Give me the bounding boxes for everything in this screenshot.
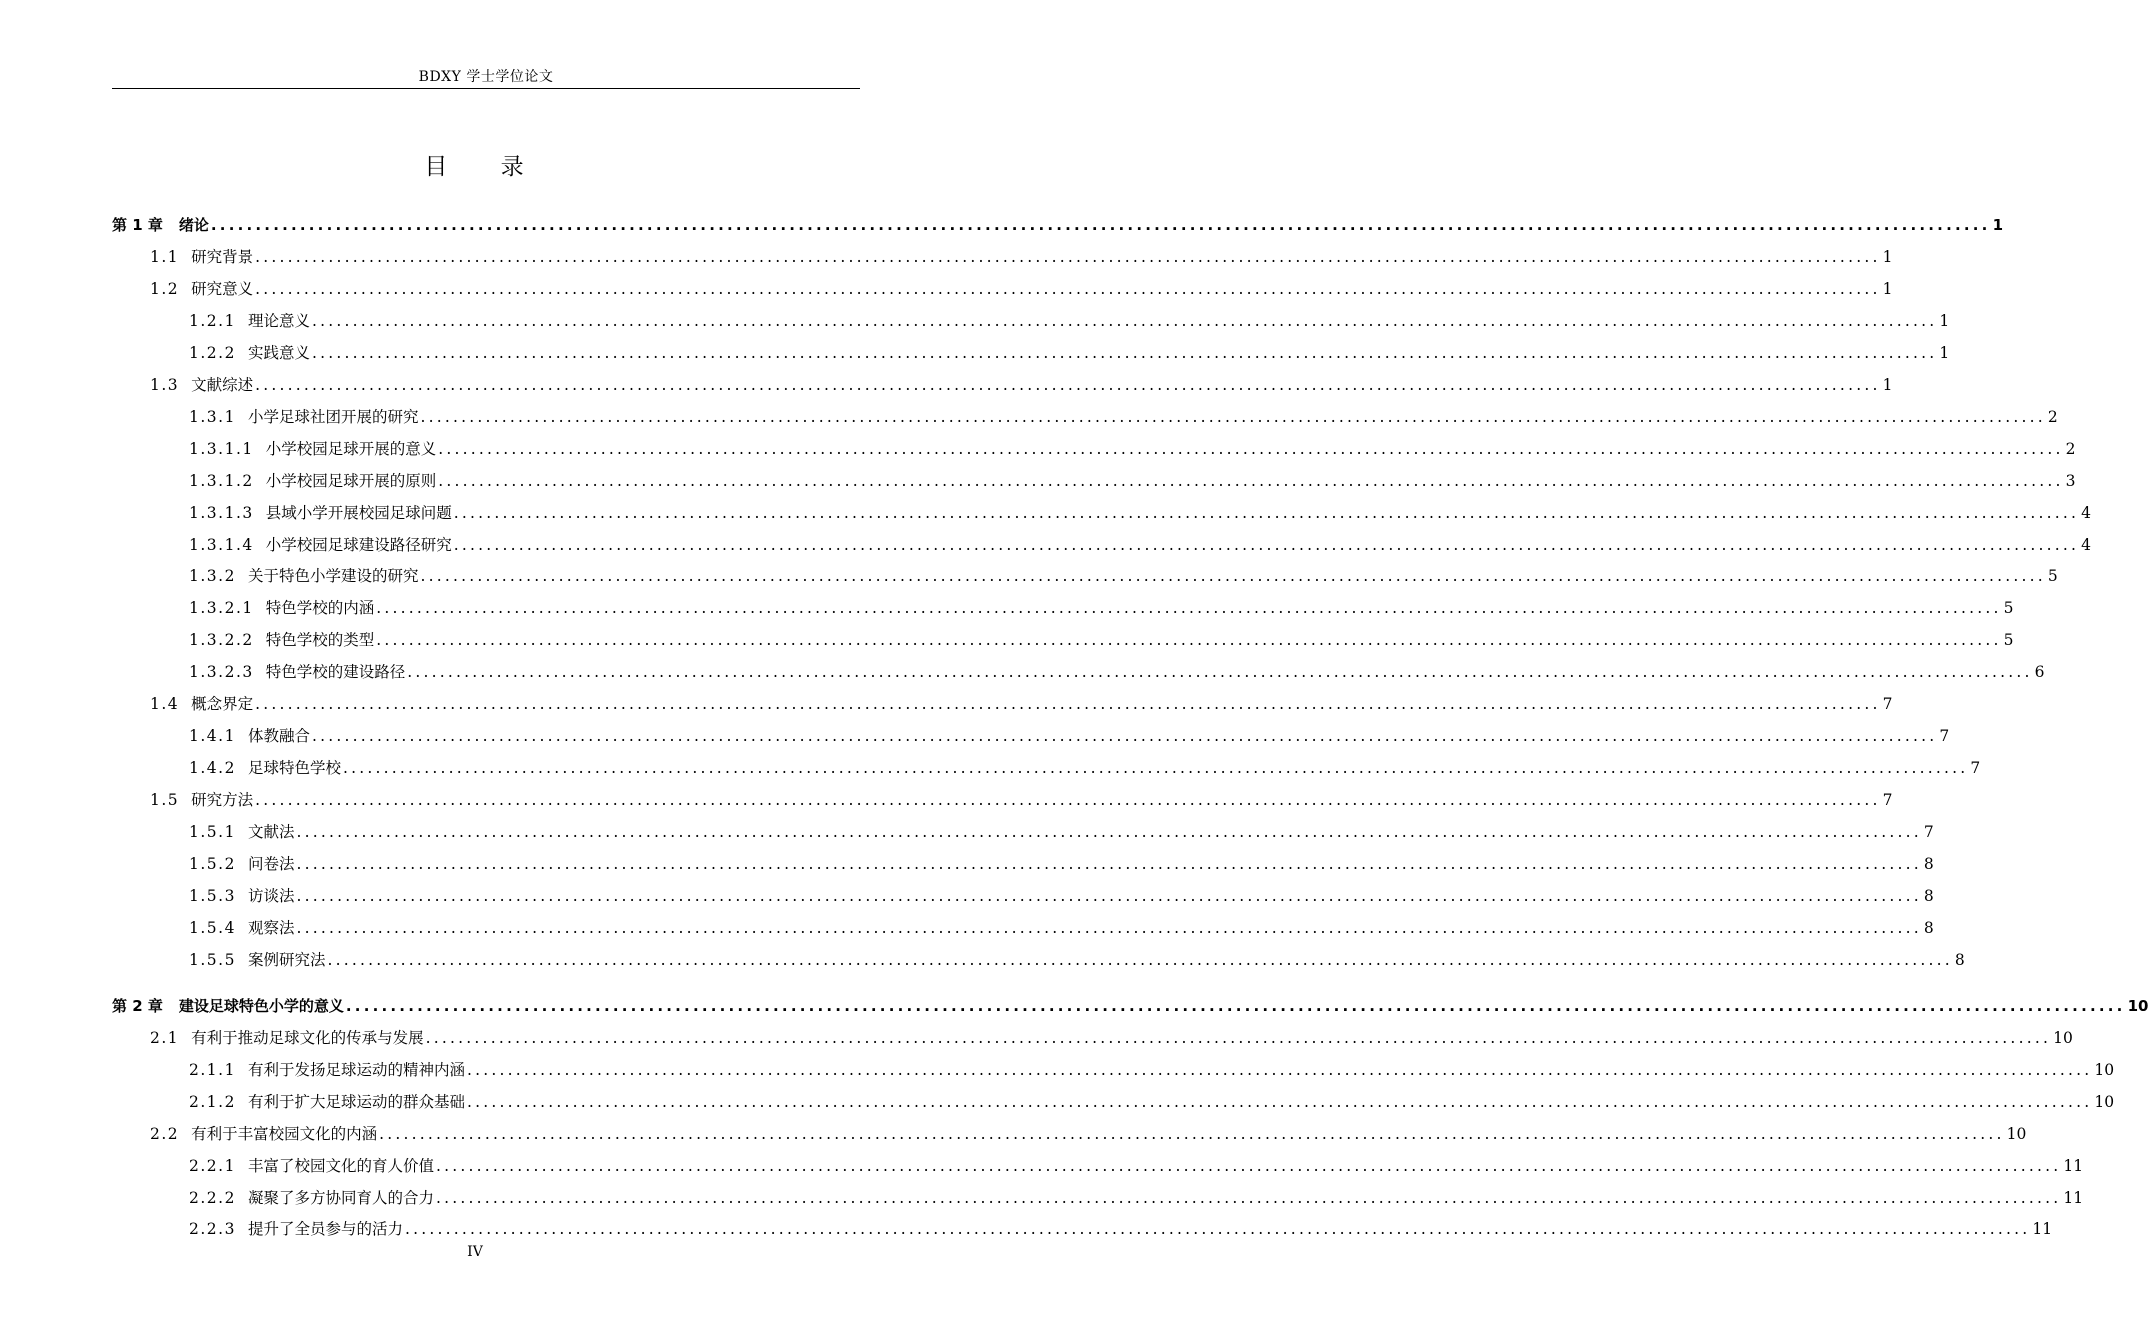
toc-entry-label [189, 915, 294, 941]
toc-entry-label [189, 1153, 434, 1179]
toc-entry[interactable] [112, 627, 2014, 653]
toc-entry-label [189, 851, 294, 877]
toc-entry-title: 小学校园足球建设路径研究 [265, 535, 452, 554]
toc-entry-title: 特色学校的类型 [265, 631, 375, 650]
dot-leader: ........................................................................................................................................................................................................ [296, 918, 1922, 937]
toc-entry-title: 有利于发扬足球运动的精神内涵 [247, 1060, 465, 1079]
dot-leader: ........................................................................................................................................................................................................ [466, 1092, 2093, 1111]
toc-entry-page: 10 [2094, 1060, 2115, 1079]
toc-entry-number: 1.3.2.3 [189, 663, 254, 682]
toc-entry-page: 3 [2065, 471, 2076, 490]
toc-entry[interactable] [112, 500, 2092, 526]
toc-entry-title: 丰富了校园文化的育人价值 [247, 1156, 434, 1175]
dot-leader: ........................................................................................................................................................................................................ [311, 311, 1938, 330]
toc-entry-page: 5 [2003, 631, 2014, 650]
toc-entry[interactable] [112, 372, 1893, 398]
dot-leader: ........................................................................................................................................................................................................ [296, 886, 1922, 905]
dot-leader: ........................................................................................................................................................................................................ [407, 663, 2033, 682]
running-header: BDXY 学士学位论文 [418, 69, 554, 85]
toc-entry-number: 2.1.2 [189, 1092, 236, 1111]
toc-entry-title: 特色学校的建设路径 [265, 663, 406, 682]
toc-entry-label [150, 1025, 424, 1051]
toc-entry-title: 概念界定 [191, 695, 254, 714]
toc-entry-page: 8 [1954, 950, 1965, 969]
toc-entry-page: 1 [1939, 343, 1950, 362]
dot-leader: ........................................................................................................................................................................................................ [255, 375, 1881, 394]
toc-entry-label [150, 691, 253, 717]
toc-entry[interactable] [112, 1025, 2073, 1051]
toc-entry-number: 1.3.2.2 [189, 631, 254, 650]
toc-entry-title: 绪论 [178, 216, 209, 234]
toc-entry[interactable] [112, 659, 2045, 685]
toc-entry-number: 1.2.2 [189, 343, 236, 362]
toc-entry-title: 观察法 [247, 918, 295, 937]
toc-entry[interactable] [112, 468, 2076, 494]
toc-entry[interactable] [112, 1216, 2053, 1242]
dot-leader: ........................................................................................................................................................................................................ [376, 631, 2002, 650]
toc-entry-page: 7 [1939, 727, 1950, 746]
toc-entry-label [150, 787, 253, 813]
dot-leader: ........................................................................................................................................................................................................ [420, 567, 2046, 586]
toc-entry-label [189, 308, 310, 334]
toc-chapter-entry[interactable] [112, 993, 2148, 1019]
toc-entry-label [189, 1089, 465, 1115]
toc-entry-page: 1 [1882, 279, 1893, 298]
toc-entry-label [189, 723, 310, 749]
toc-entry-number: 1.5.5 [189, 950, 236, 969]
dot-leader: ........................................................................................................................................................................................................ [420, 407, 2046, 426]
toc-entry-title: 有利于扩大足球运动的群众基础 [247, 1092, 465, 1111]
toc-entry-number: 1.2.1 [189, 311, 236, 330]
toc-entry-page: 10 [2127, 996, 2148, 1015]
page-number: IV [467, 1244, 483, 1260]
toc-entry-label [189, 819, 294, 845]
toc-entry-label [189, 532, 452, 558]
toc-entry-page: 4 [2081, 535, 2092, 554]
dot-leader: ........................................................................................................................................................................................................ [438, 439, 2064, 458]
toc-entry-title: 关于特色小学建设的研究 [247, 567, 419, 586]
toc-entry-number: 第 1 章 [112, 216, 163, 234]
toc-title: 目 录 [424, 154, 526, 180]
toc-entry-label [189, 563, 418, 589]
toc-entry-title: 县域小学开展校园足球问题 [265, 503, 452, 522]
toc-entry-label [189, 500, 452, 526]
toc-entry-page: 7 [1882, 695, 1893, 714]
toc-entry-label [189, 340, 310, 366]
dot-leader: ........................................................................................................................................................................................................ [342, 759, 1969, 778]
toc-entry-page: 1 [1882, 375, 1893, 394]
toc-entry-page: 11 [2063, 1188, 2084, 1207]
dot-leader: ........................................................................................................................................................................................................ [255, 791, 1881, 810]
toc-entry-title: 案例研究法 [247, 950, 326, 969]
toc-entry-number: 2.2 [150, 1124, 180, 1143]
toc-entry-label [189, 947, 325, 973]
dot-leader: ........................................................................................................................................................................................................ [311, 727, 1938, 746]
toc-entry-label [112, 993, 344, 1019]
toc-entry-number: 1.3.2 [189, 567, 236, 586]
toc-entry-title: 文献综述 [191, 375, 254, 394]
toc-entry-title: 有利于丰富校园文化的内涵 [191, 1124, 378, 1143]
toc-entry-number: 2.2.1 [189, 1156, 236, 1175]
dot-leader: ........................................................................................................................................................................................................ [453, 503, 2080, 522]
dot-leader: ........................................................................................................................................................................................................ [311, 343, 1938, 362]
toc-entry-number: 1.5.3 [189, 886, 236, 905]
dot-leader: ........................................................................................................................................................................................................ [379, 1124, 2005, 1143]
toc-entry-page: 7 [1882, 791, 1893, 810]
toc-entry-page: 1 [1939, 311, 1950, 330]
dot-leader: ........................................................................................................................................................................................................ [296, 855, 1922, 873]
toc-entry[interactable] [112, 244, 1893, 270]
dot-leader: ........................................................................................................................................................................................................ [296, 823, 1922, 842]
dot-leader: ........................................................................................................................................................................................................ [435, 1188, 2062, 1207]
toc-entry-title: 研究意义 [191, 279, 254, 298]
toc-entry-label [189, 1185, 434, 1211]
dot-leader: ........................................................................................................................................................................................................ [255, 695, 1881, 714]
dot-leader: ........................................................................................................................................................................................................ [376, 599, 2002, 618]
toc-entry-title: 问卷法 [247, 855, 295, 873]
toc-entry-number: 第 2 章 [112, 996, 163, 1015]
toc-entry-label [150, 372, 253, 398]
toc-entry-title: 体教融合 [247, 727, 310, 746]
dot-leader: ........................................................................................................................................................................................................ [255, 247, 1881, 266]
toc-entry-label [189, 627, 374, 653]
toc-entry-title: 研究方法 [191, 791, 254, 810]
toc-entry-page: 1 [1992, 216, 2003, 234]
toc-entry-title: 凝聚了多方协同育人的合力 [247, 1188, 434, 1207]
toc-entry-number: 2.1 [150, 1028, 180, 1047]
toc-entry-number: 1.4.2 [189, 759, 236, 778]
toc-entry[interactable] [112, 1185, 2084, 1211]
toc-entry-number: 1.4.1 [189, 727, 236, 746]
toc-entry-title: 有利于推动足球文化的传承与发展 [191, 1028, 424, 1047]
toc-entry-page: 10 [2094, 1092, 2115, 1111]
toc-entry-title: 访谈法 [247, 886, 295, 905]
toc-entry-title: 小学校园足球开展的原则 [265, 471, 437, 490]
toc-entry-number: 2.2.2 [189, 1188, 236, 1207]
toc-entry[interactable] [112, 340, 1950, 366]
dot-leader: ........................................................................................................................................................................................................ [425, 1028, 2052, 1047]
toc-entry-label [189, 659, 405, 685]
dot-leader: ........................................................................................................................................................................................................ [435, 1156, 2062, 1175]
toc-entry-label [150, 244, 253, 270]
toc-entry-title: 实践意义 [247, 343, 310, 362]
toc-entry[interactable] [112, 787, 1893, 813]
toc-entry[interactable] [112, 308, 1950, 334]
toc-entry[interactable] [112, 563, 2058, 589]
toc-entry-number: 1.2 [150, 279, 180, 298]
toc-entry-title: 建设足球特色小学的意义 [178, 996, 344, 1015]
toc-entry-page: 2 [2065, 439, 2076, 458]
toc-entry-label [189, 404, 418, 430]
toc-entry-page: 6 [2034, 663, 2045, 682]
dot-leader: ........................................................................................................................................................................................................ [255, 279, 1881, 298]
dot-leader: ........................................................................................................................................................................................................ [466, 1060, 2093, 1079]
toc-chapter-entry[interactable] [112, 212, 2003, 238]
toc-entry[interactable] [112, 1057, 2115, 1083]
toc-entry-number: 1.4 [150, 695, 180, 714]
toc-entry-label [150, 1121, 377, 1147]
toc-entry-number: 1.3 [150, 375, 180, 394]
toc-entry-page: 11 [2063, 1156, 2084, 1175]
toc-entry-page: 4 [2081, 503, 2092, 522]
toc-entry[interactable] [112, 883, 1934, 909]
toc-entry-page: 8 [1923, 886, 1934, 905]
toc-entry-label [112, 212, 209, 238]
dot-leader: ........................................................................................................................................................................................................ [404, 1220, 2031, 1239]
toc-entry-title: 足球特色学校 [247, 759, 341, 778]
toc-entry-label [189, 755, 341, 781]
toc-entry-page: 2 [2047, 407, 2058, 426]
toc-entry-title: 提升了全员参与的活力 [247, 1220, 403, 1239]
toc-entry-label [189, 1216, 403, 1242]
toc-entry[interactable] [112, 851, 1934, 877]
toc-entry-title: 小学足球社团开展的研究 [247, 407, 419, 426]
toc-entry-page: 8 [1923, 918, 1934, 937]
toc-entry-number: 1.3.2.1 [189, 599, 254, 618]
toc-entry-number: 1.5 [150, 791, 180, 810]
toc-entry-number: 1.5.1 [189, 823, 236, 842]
toc-entry-label [189, 595, 374, 621]
toc-entry-title: 小学校园足球开展的意义 [265, 439, 437, 458]
toc-entry-page: 5 [2003, 599, 2014, 618]
toc-entry-page: 10 [2053, 1028, 2073, 1047]
toc-entry[interactable] [112, 1121, 2027, 1147]
toc-entry-page: 10 [2006, 1124, 2027, 1143]
toc-entry-title: 研究背景 [191, 247, 254, 266]
toc-entry[interactable] [112, 404, 2058, 430]
toc-entry-label [189, 436, 436, 462]
toc-entry[interactable] [112, 819, 1934, 845]
toc-entry[interactable] [112, 723, 1950, 749]
toc-entry[interactable] [112, 532, 2092, 558]
toc-entry-title: 理论意义 [247, 311, 310, 330]
toc-entry-page: 7 [1923, 823, 1934, 842]
toc-entry-title: 特色学校的内涵 [265, 599, 375, 618]
toc-entry-page: 8 [1923, 855, 1934, 873]
toc-entry-number: 1.5.4 [189, 918, 236, 937]
toc-entry[interactable] [112, 755, 1981, 781]
toc-entry[interactable] [112, 947, 1965, 973]
toc-entry-label [189, 1057, 465, 1083]
toc-entry-page: 1 [1882, 247, 1893, 266]
header-rule [112, 88, 860, 89]
toc-entry-page: 11 [2032, 1220, 2053, 1239]
toc-entry-page: 5 [2047, 567, 2058, 586]
toc-entry-number: 2.1.1 [189, 1060, 236, 1079]
toc-entry[interactable] [112, 915, 1934, 941]
toc-entry[interactable] [112, 276, 1893, 302]
toc-entry-number: 1.3.1.3 [189, 503, 254, 522]
toc-entry-page: 7 [1970, 759, 1981, 778]
toc-entry[interactable] [112, 436, 2076, 462]
toc-entry-number: 1.3.1.2 [189, 471, 254, 490]
toc-entry-number: 1.3.1.1 [189, 439, 254, 458]
toc-entry[interactable] [112, 1089, 2115, 1115]
toc-entry-number: 2.2.3 [189, 1220, 236, 1239]
toc-entry-title: 文献法 [247, 823, 295, 842]
dot-leader: ........................................................................................................................................................................................................ [453, 535, 2080, 554]
toc-entry-number: 1.3.1 [189, 407, 236, 426]
toc-entry-label [150, 276, 253, 302]
dot-leader: ........................................................................................................................................................................................................ [345, 996, 2126, 1015]
toc-entry[interactable] [112, 1153, 2084, 1179]
toc-entry-number: 1.1 [150, 247, 180, 266]
toc-entry-number: 1.3.1.4 [189, 535, 254, 554]
toc-entry[interactable] [112, 691, 1893, 717]
dot-leader: ........................................................................................................................................................................................................ [327, 950, 1953, 969]
toc-entry-label [189, 468, 436, 494]
toc-entry[interactable] [112, 595, 2014, 621]
dot-leader: ........................................................................................................................................................................................................ [210, 216, 1991, 234]
toc-entry-number: 1.5.2 [189, 855, 236, 873]
dot-leader: ........................................................................................................................................................................................................ [438, 471, 2064, 490]
toc-entry-label [189, 883, 294, 909]
